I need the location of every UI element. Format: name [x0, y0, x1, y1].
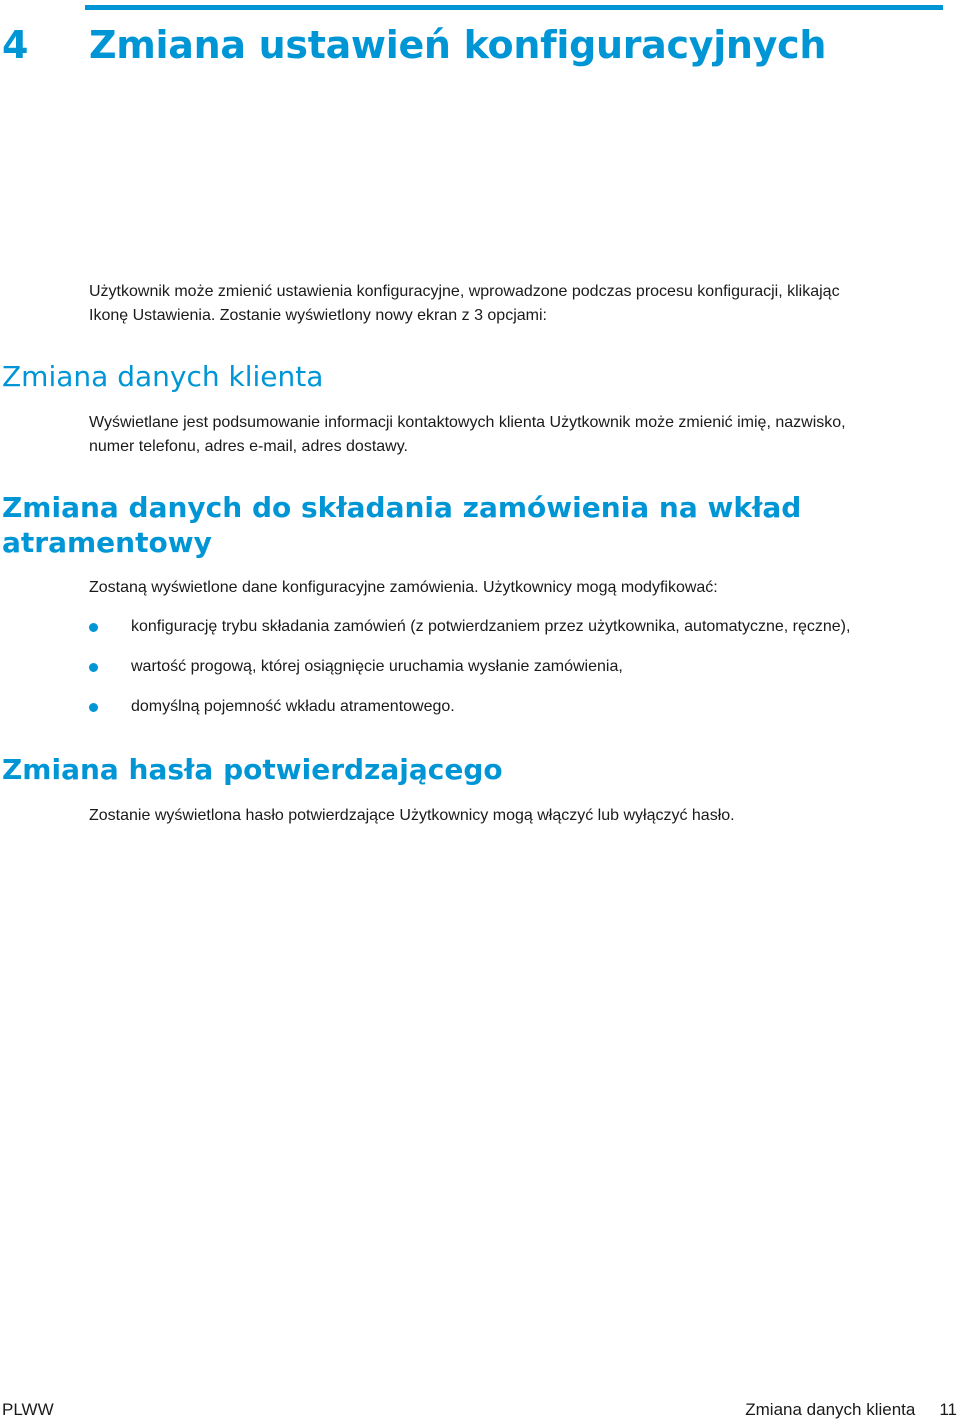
- section-heading-order-data: [2, 490, 801, 560]
- password-paragraph: Zostanie wyświetlona hasło potwierdzające Użytkownicy mogą włączyć lub wyłączyć hasło.: [89, 807, 735, 824]
- customer-data-paragraph: [89, 411, 939, 459]
- order-heading-line-1: Zmiana danych do składania zamówienia na wkład: [2, 491, 802, 524]
- footer-section-title: Zmiana danych klienta: [745, 1400, 916, 1419]
- customer-data-line-1: Wyświetlane jest podsumowanie informacji kontaktowych klienta Użytkownik może zmienić imię, nazwisko,: [89, 414, 846, 431]
- footer-right: [745, 1398, 957, 1422]
- top-rule: [85, 5, 943, 10]
- list-item-text: domyślną pojemność wkładu atramentowego.: [131, 698, 455, 715]
- order-heading-line-2: atramentowy: [2, 526, 212, 559]
- order-options-list: [89, 615, 949, 735]
- bullet-icon: [89, 703, 98, 712]
- list-item-text: konfigurację trybu składania zamówień (z potwierdzaniem przez użytkownika, automatyczne, ręczne),: [131, 618, 851, 635]
- order-data-paragraph: Zostaną wyświetlone dane konfiguracyjne zamówienia. Użytkownicy mogą modyfikować:: [89, 579, 718, 596]
- intro-line-2: Ikonę Ustawienia. Zostanie wyświetlony nowy ekran z 3 opcjami:: [89, 307, 547, 324]
- list-item: [89, 615, 949, 655]
- bullet-icon: [89, 623, 98, 632]
- list-item: [89, 695, 949, 735]
- chapter-number: 4: [2, 23, 29, 67]
- footer-locale: PLWW: [2, 1400, 54, 1419]
- list-item-text: wartość progową, której osiągnięcie uruchamia wysłanie zamówienia,: [131, 658, 623, 675]
- bullet-icon: [89, 663, 98, 672]
- page-number: 11: [939, 1400, 957, 1419]
- intro-line-1: Użytkownik może zmienić ustawienia konfiguracyjne, wprowadzone podczas procesu konfiguracji, klikając: [89, 283, 840, 300]
- customer-data-line-2: numer telefonu, adres e-mail, adres dostawy.: [89, 438, 408, 455]
- section-heading-password: Zmiana hasła potwierdzającego: [2, 753, 503, 786]
- list-item: [89, 655, 949, 695]
- chapter-title: Zmiana ustawień konfiguracyjnych: [89, 23, 827, 67]
- intro-paragraph: [89, 280, 939, 328]
- section-heading-customer-data: Zmiana danych klienta: [2, 360, 324, 393]
